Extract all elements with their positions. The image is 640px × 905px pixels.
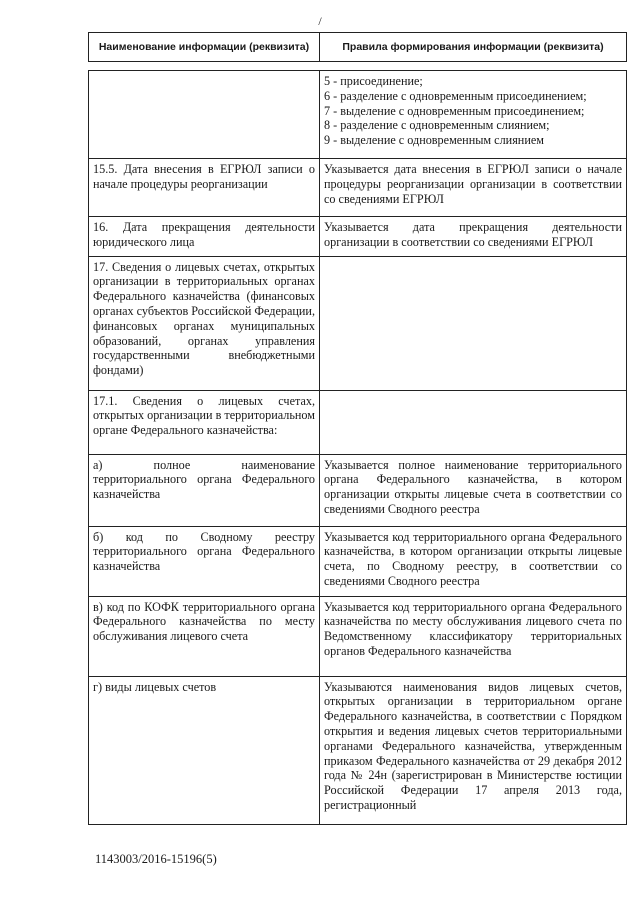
table-row	[89, 71, 627, 159]
document-footer-id: 1143003/2016-15196(5)	[95, 852, 217, 866]
row-name-cell: 15.5. Дата внесения в ЕГРЮЛ записи о начале процедуры реорганизации	[89, 159, 320, 217]
reorg-type-item: 7 - выделение с одновременным присоединением;	[324, 103, 585, 118]
header-rules-column: Правила формирования информации (реквизита)	[320, 33, 627, 62]
row-name-cell: 17. Сведения о лицевых счетах, открытых организации в территориальных органах Федерального казначейства (финансовых органах субъектов Российской Федерации, финансовых органах муниципальных образований, органах управления государственными внебюджетными фондами)	[89, 256, 320, 390]
reorg-type-item: 6 - разделение с одновременным присоединением;	[324, 88, 587, 103]
row-name-cell	[89, 71, 320, 159]
header-name-column: Наименование информации (реквизита)	[89, 33, 320, 62]
row-name-cell: 16. Дата прекращения деятельности юридического лица	[89, 217, 320, 257]
row-rules-cell: Указывается дата прекращения деятельности организации в соответствии со сведениями ЕГРЮЛ	[320, 217, 627, 257]
table-row	[89, 596, 627, 676]
row-name-cell: а) полное наименование территориального органа Федерального казначейства	[89, 454, 320, 526]
row-rules-cell: Указывается код территориального органа Федерального казначейства, в котором организации открыты лицевые счета, по Сводному реестру, в соответствии со сведениями Сводного реестра	[320, 526, 627, 596]
reorg-type-item: 8 - разделение с одновременным слиянием;	[324, 118, 550, 133]
row-rules-cell	[320, 390, 627, 454]
table-row	[89, 256, 627, 390]
row-rules-cell	[320, 256, 627, 390]
row-rules-cell	[320, 71, 627, 159]
table-row	[89, 454, 627, 526]
reorg-type-item: 9 - выделение с одновременным слиянием	[324, 133, 544, 148]
row-name-cell: б) код по Сводному реестру территориального органа Федерального казначейства	[89, 526, 320, 596]
row-name-cell: 17.1. Сведения о лицевых счетах, открытых организации в территориальном органе Федерального казначейства:	[89, 390, 320, 454]
row-rules-cell: Указываются наименования видов лицевых счетов, открытых организации в территориальном органе Федерального казначейства, в соответствии с Порядком открытия и ведения лицевых счетов территориальными органами Федерального казначейства, утвержденным приказом Федерального казначейства от 29 декабря 2012 года № 24н (зарегистрирован в Министерстве юстиции Российской Федерации 17 апреля 2013 года, регистрационный	[320, 676, 627, 824]
row-rules-cell: Указывается дата внесения в ЕГРЮЛ записи о начале процедуры реорганизации организации в соответствии со сведениями ЕГРЮЛ	[320, 159, 627, 217]
table-row	[89, 526, 627, 596]
row-name-cell: в) код по КОФК территориального органа Федерального казначейства по месту обслуживания лицевого счета	[89, 596, 320, 676]
row-rules-cell: Указывается код территориального органа Федерального казначейства по месту обслуживания лицевого счета по Ведомственному классификатору территориальных органов Федерального казначейства	[320, 596, 627, 676]
reorg-type-item: 5 - присоединение;	[324, 74, 423, 88]
table-row	[89, 676, 627, 824]
table-row	[89, 159, 627, 217]
table-row	[89, 390, 627, 454]
row-name-cell: г) виды лицевых счетов	[89, 676, 320, 824]
table-header	[88, 32, 627, 62]
row-rules-cell: Указывается полное наименование территориального органа Федерального казначейства, в котором организации открыты лицевые счета в соответствии со сведениями Сводного реестра	[320, 454, 627, 526]
page-number: /	[318, 14, 322, 28]
requisites-table	[88, 70, 627, 825]
table-row	[89, 217, 627, 257]
